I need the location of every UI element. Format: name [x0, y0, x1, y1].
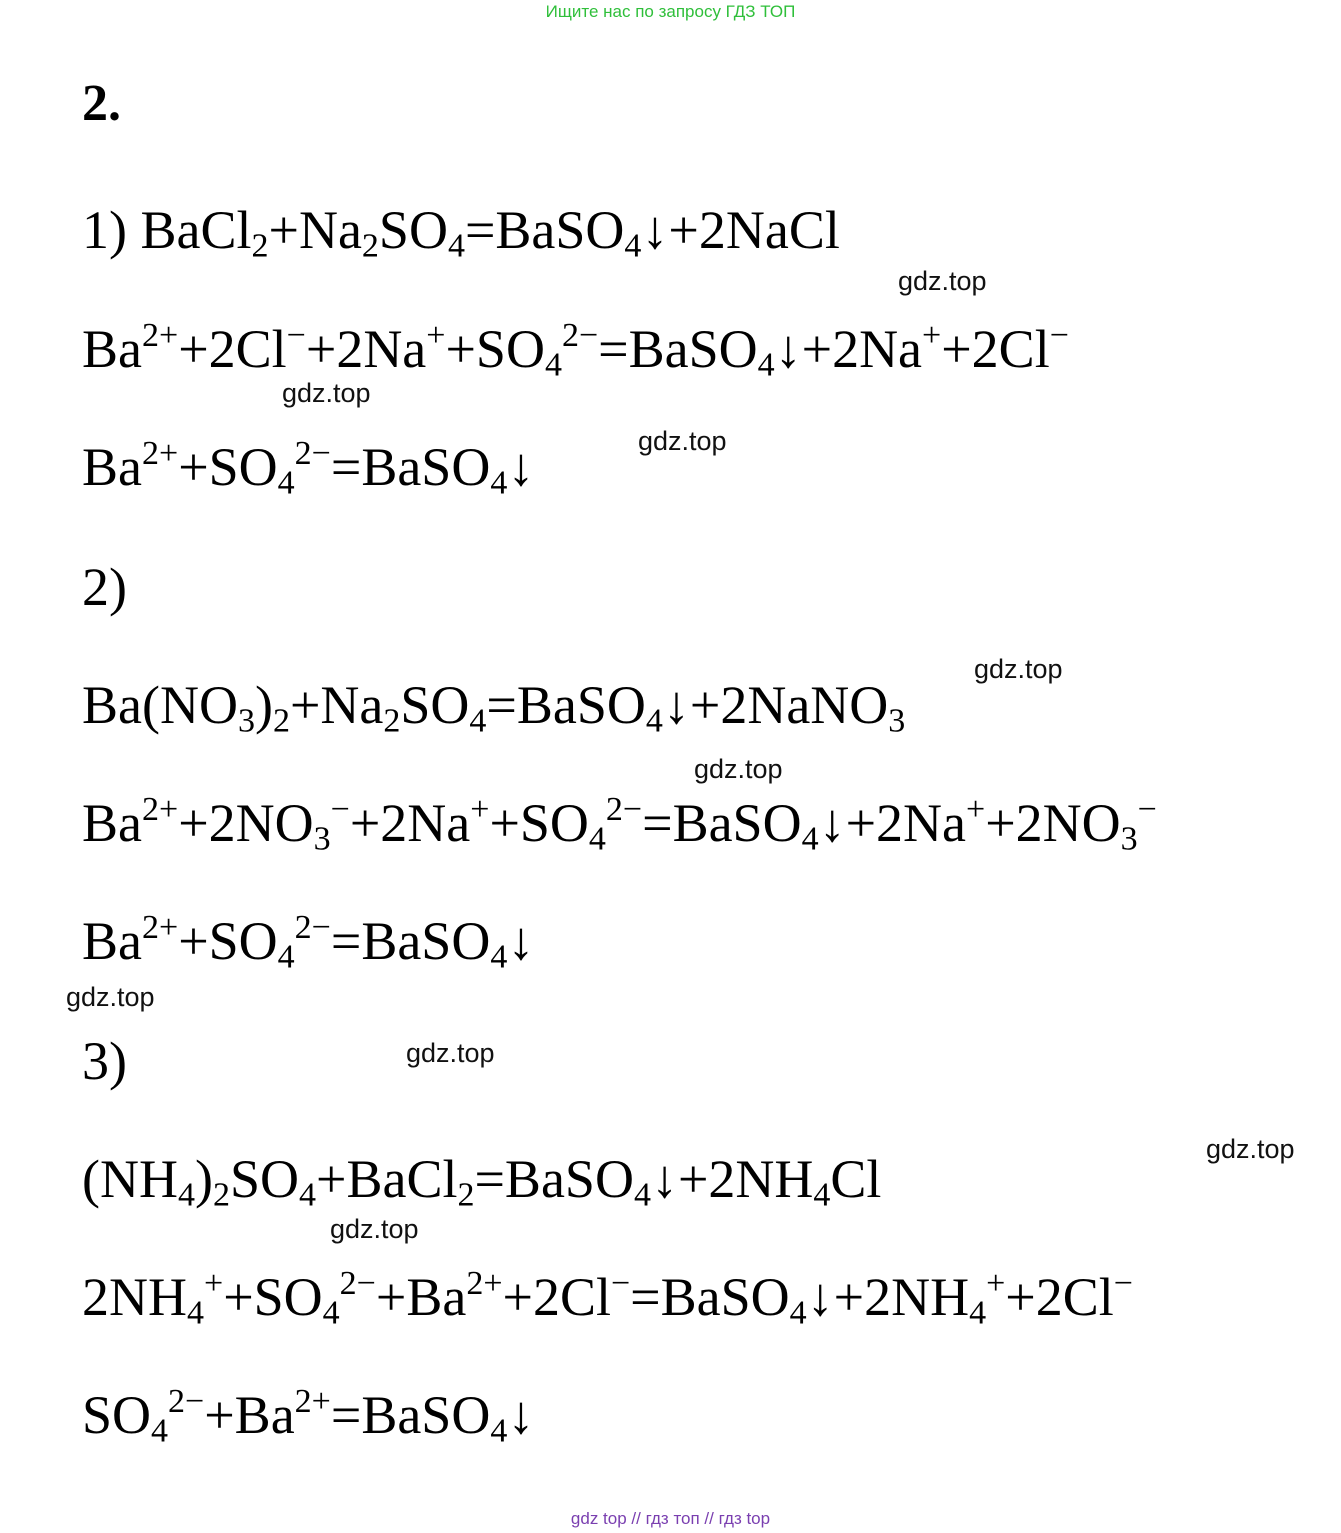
part-2-molecular-equation: $Ba(NO_3)_2+Na_2SO_4=BaSO_4↓+2NaNO_3$: [82, 675, 906, 740]
part-3-label: 3): [82, 1031, 127, 1091]
part-1-molecular-equation: 1) $BaCl_2+Na_2SO_4=BaSO_4↓+2NaCl$: [82, 200, 840, 265]
watermark: gdz.top: [1206, 1134, 1295, 1164]
watermark: gdz.top: [638, 426, 727, 456]
part-3-molecular-equation: $(NH_4)_2SO_4+BaCl_2=BaSO_4↓+2NH_4Cl$: [82, 1149, 882, 1214]
watermark: gdz.top: [406, 1038, 495, 1068]
watermark: gdz.top: [66, 982, 155, 1012]
footer-watermark: gdz top // гдз топ // гдз top: [570, 1509, 771, 1528]
part-3-short-ionic-equation: $SO_4^{2-}+Ba^{2+}=BaSO_4↓$: [82, 1382, 535, 1450]
search-banner: Ищите нас по запросу ГДЗ ТОП: [545, 2, 796, 21]
part-2-full-ionic-equation: $Ba^{2+}+2NO_3^-+2Na^++SO_4^{2-}=BaSO_4↓+2Na^++2NO_3^-$: [82, 790, 1157, 858]
task-number: 2.: [82, 75, 121, 132]
part-2-label: 2): [82, 557, 127, 617]
watermark: gdz.top: [330, 1214, 419, 1244]
part-2-short-ionic-equation: $Ba^{2+}+SO_4^{2-}=BaSO_4↓$: [82, 908, 535, 976]
part-1-full-ionic-equation: $Ba^{2+}+2Cl^-+2Na^++SO_4^{2-}=BaSO_4↓+2Na^++2Cl^-$: [82, 316, 1069, 384]
watermark: gdz.top: [898, 266, 987, 296]
watermark: gdz.top: [282, 378, 371, 408]
watermark: gdz.top: [694, 754, 783, 784]
part-3-full-ionic-equation: $2NH_4^++SO_4^{2-}+Ba^{2+}+2Cl^-=BaSO_4↓+2NH_4^++2Cl^-$: [82, 1264, 1133, 1332]
part-1-short-ionic-equation: $Ba^{2+}+SO_4^{2-}=BaSO_4↓$: [82, 434, 535, 502]
watermark: gdz.top: [974, 654, 1063, 684]
